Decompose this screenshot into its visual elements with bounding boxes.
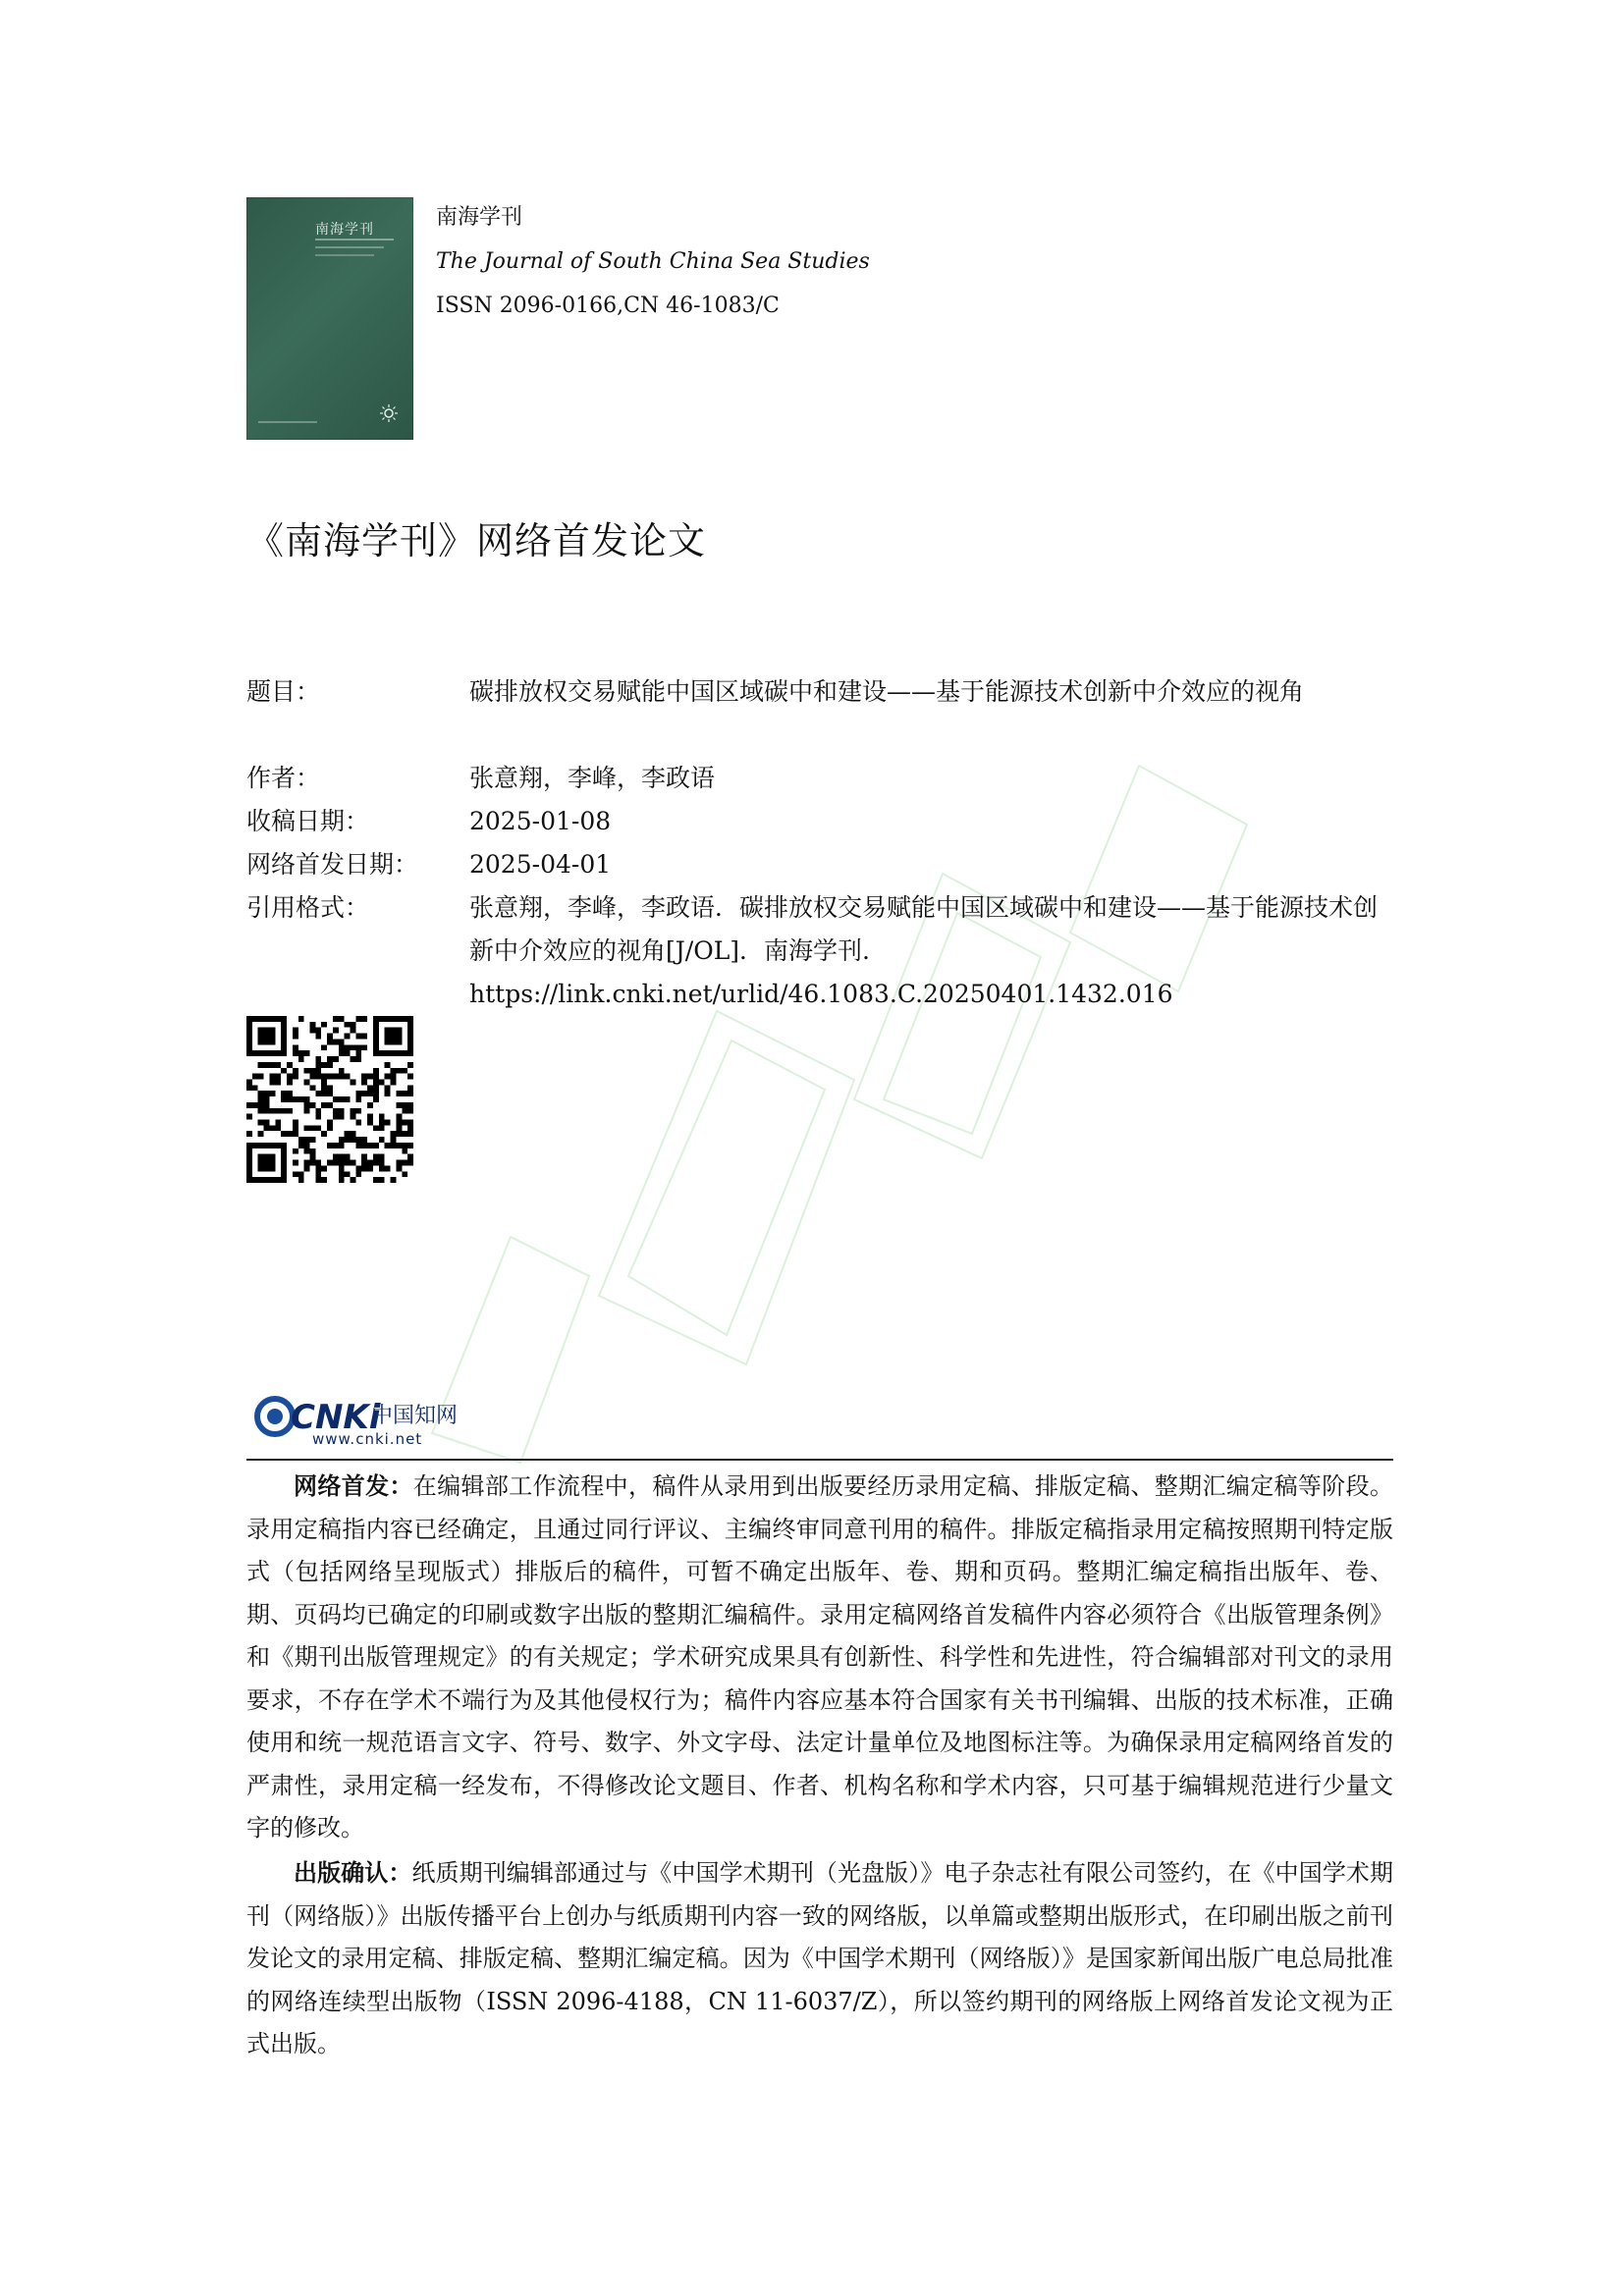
cnki-logo-url: www.cnki.net	[312, 1430, 423, 1448]
journal-issn: ISSN 2096-0166,CN 46-1083/C	[436, 294, 780, 318]
citation-label: 引用格式：	[246, 893, 370, 922]
notice-lead-online-first: 网络首发：	[294, 1471, 413, 1500]
citation-value	[469, 886, 1382, 1016]
section-divider	[246, 1459, 1393, 1461]
qr-code-icon[interactable]	[246, 1016, 413, 1183]
cnki-logo	[253, 1389, 479, 1448]
cover-title: 南海学刊	[315, 222, 374, 238]
cnki-logo-brand: CNKi	[291, 1398, 381, 1437]
author-label: 作者：	[246, 764, 321, 792]
citation-text: 张意翔，李峰，李政语．碳排放权交易赋能中国区域碳中和建设——基于能源技术创新中介效应的视角[J/OL]．南海学刊.	[469, 893, 1379, 965]
notice-lead-publication-confirm: 出版确认：	[294, 1858, 412, 1887]
title-value: 碳排放权交易赋能中国区域碳中和建设——基于能源技术创新中介效应的视角	[469, 677, 1305, 706]
citation-url-link[interactable]: https://link.cnki.net/urlid/46.1083.C.20250401.1432.016	[469, 980, 1173, 1008]
notice-text-online-first: 在编辑部工作流程中，稿件从录用到出版要经历录用定稿、排版定稿、整期汇编定稿等阶段。录用定稿指内容已经确定，且通过同行评议、主编终审同意刊用的稿件。排版定稿指录用定稿按照期刊特定版式（包括网络呈现版式）排版后的稿件，可暂不确定出版年、卷、期和页码。整期汇编定稿指出版年、卷、期、页码均已确定的印刷或数字出版的整期汇编稿件。录用定稿网络首发稿件内容必须符合《出版管理条例》和《期刊出版管理规定》的有关规定；学术研究成果具有创新性、科学性和先进性，符合编辑部对刊文的录用要求，不存在学术不端行为及其他侵权行为；稿件内容应基本符合国家有关书刊编辑、出版的技术标准，正确使用和统一规范语言文字、符号、数字、外文字母、法定计量单位及地图标注等。为确保录用定稿网络首发的严肃性，录用定稿一经发布，不得修改论文题目、作者、机构名称和学术内容，只可基于编辑规范进行少量文字的修改。	[246, 1472, 1394, 1842]
received-date-value: 2025-01-08	[469, 807, 612, 835]
sun-emblem-icon	[379, 403, 399, 423]
cover-decoration-line	[315, 254, 374, 256]
title-label: 题目：	[246, 677, 321, 706]
cover-decoration-line	[315, 246, 384, 248]
journal-name-en: The Journal of South China Sea Studies	[436, 249, 870, 274]
journal-name-cn: 南海学刊	[436, 205, 523, 230]
page-title: 《南海学刊》网络首发论文	[246, 519, 707, 562]
journal-cover-image	[246, 197, 413, 440]
notice-paragraph-publication-confirm	[246, 1851, 1393, 2066]
online-date-value: 2025-04-01	[469, 850, 612, 879]
cover-decoration-line	[315, 239, 394, 240]
received-date-label: 收稿日期：	[246, 807, 370, 835]
cnki-logo-brand-cn: 中国知网	[371, 1404, 459, 1428]
cover-decoration-line	[258, 421, 317, 423]
online-date-label: 网络首发日期：	[246, 850, 419, 879]
author-value: 张意翔，李峰，李政语	[469, 764, 716, 792]
notice-text-publication-confirm: 纸质期刊编辑部通过与《中国学术期刊（光盘版）》电子杂志社有限公司签约，在《中国学术期刊（网络版）》出版传播平台上创办与纸质期刊内容一致的网络版，以单篇或整期出版形式，在印刷出版之前刊发论文的录用定稿、排版定稿、整期汇编定稿。因为《中国学术期刊（网络版）》是国家新闻出版广电总局批准的网络连续型出版物（ISSN 2096-4188，CN 11-6037/Z），所以签约期刊的网络版上网络首发论文视为正式出版。	[246, 1859, 1393, 2057]
notice-paragraph-online-first	[246, 1465, 1393, 1850]
